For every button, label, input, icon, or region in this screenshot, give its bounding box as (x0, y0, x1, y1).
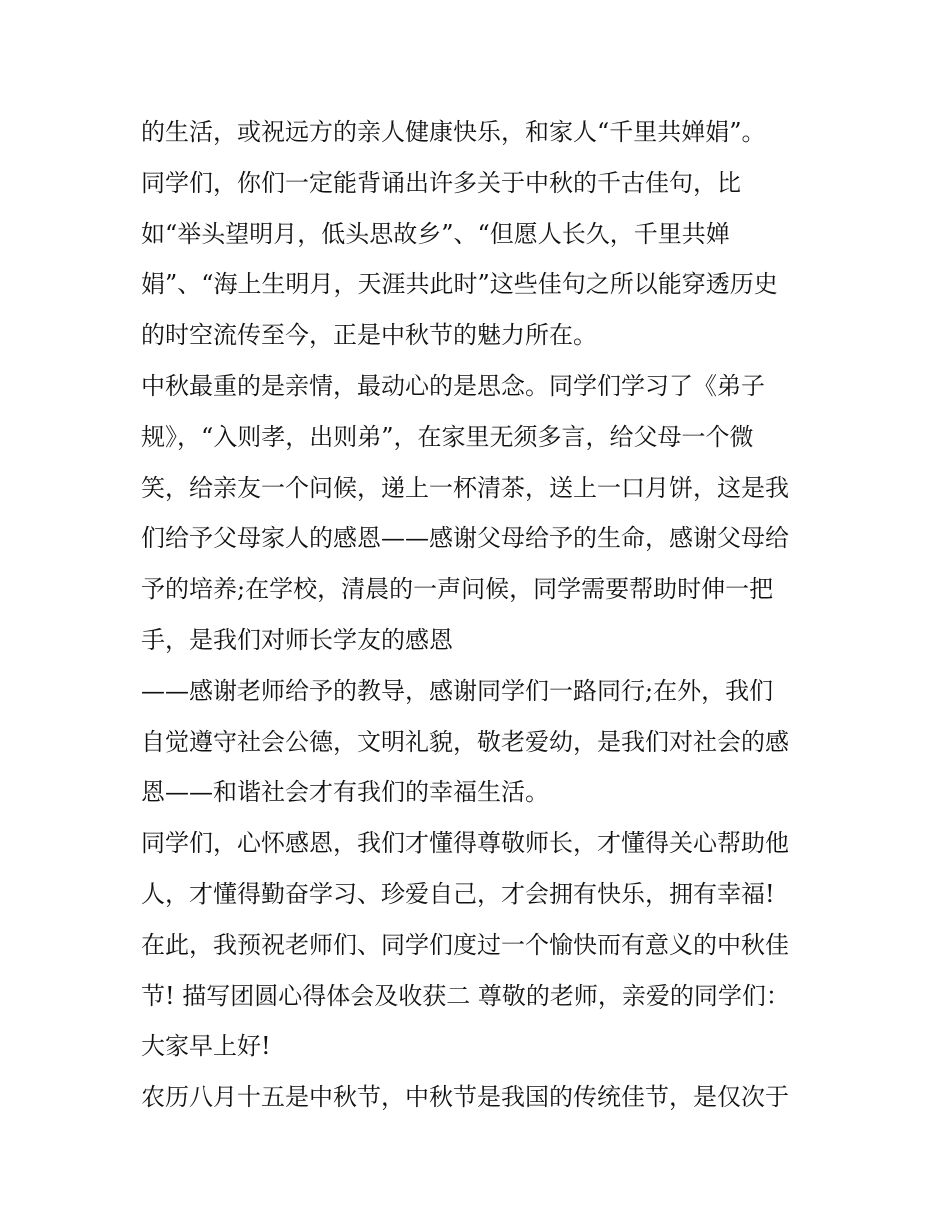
text-line: 笑，给亲友一个问候，递上一杯清茶，送上一口月饼，这是我 (141, 473, 789, 502)
text-line: 自觉遵守社会公德，文明礼貌，敬老爱幼，是我们对社会的感 (141, 727, 789, 756)
text-line: 娟”、“海上生明月，天涯共此时”这些佳句之所以能穿透历史 (141, 270, 778, 299)
text-line: 同学们，心怀感恩，我们才懂得尊敬师长，才懂得关心帮助他 (141, 829, 789, 858)
text-line: 同学们，你们一定能背诵出许多关于中秋的千古佳句，比 (141, 168, 741, 197)
text-line: 大家早上好! (141, 1032, 271, 1061)
text-line: 农历八月十五是中秋节，中秋节是我国的传统佳节，是仅次于 (141, 1083, 789, 1112)
text-line: 节! 描写团圆心得体会及收获二 尊敬的老师，亲爱的同学们： (141, 981, 790, 1010)
text-line: 如“举头望明月，低头思故乡”、“但愿人长久，千里共婵 (141, 219, 730, 248)
text-line: 手，是我们对师长学友的感恩 (141, 625, 453, 654)
text-line: 恩——和谐社会才有我们的幸福生活。 (141, 778, 549, 807)
text-line: 的时空流传至今，正是中秋节的魅力所在。 (141, 321, 597, 350)
text-line: 予的培养;在学校，清晨的一声问候，同学需要帮助时伸一把 (141, 575, 774, 604)
text-line: ——感谢老师给予的教导，感谢同学们一路同行;在外，我们 (141, 676, 774, 705)
text-line: 中秋最重的是亲情，最动心的是思念。同学们学习了《弟子 (141, 371, 765, 400)
text-line: 的生活，或祝远方的亲人健康快乐，和家人“千里共婵娟”。 (141, 118, 766, 146)
text-line: 人，才懂得勤奋学习、珍爱自己，才会拥有快乐，拥有幸福! (141, 879, 775, 908)
text-line: 在此，我预祝老师们、同学们度过一个愉快而有意义的中秋佳 (141, 930, 789, 959)
text-line: 们给予父母家人的感恩——感谢父母给予的生命，感谢父母给 (141, 524, 789, 553)
text-line: 规》，“入则孝，出则弟”，在家里无须多言，给父母一个微 (141, 422, 754, 451)
document-text (141, 107, 821, 1123)
